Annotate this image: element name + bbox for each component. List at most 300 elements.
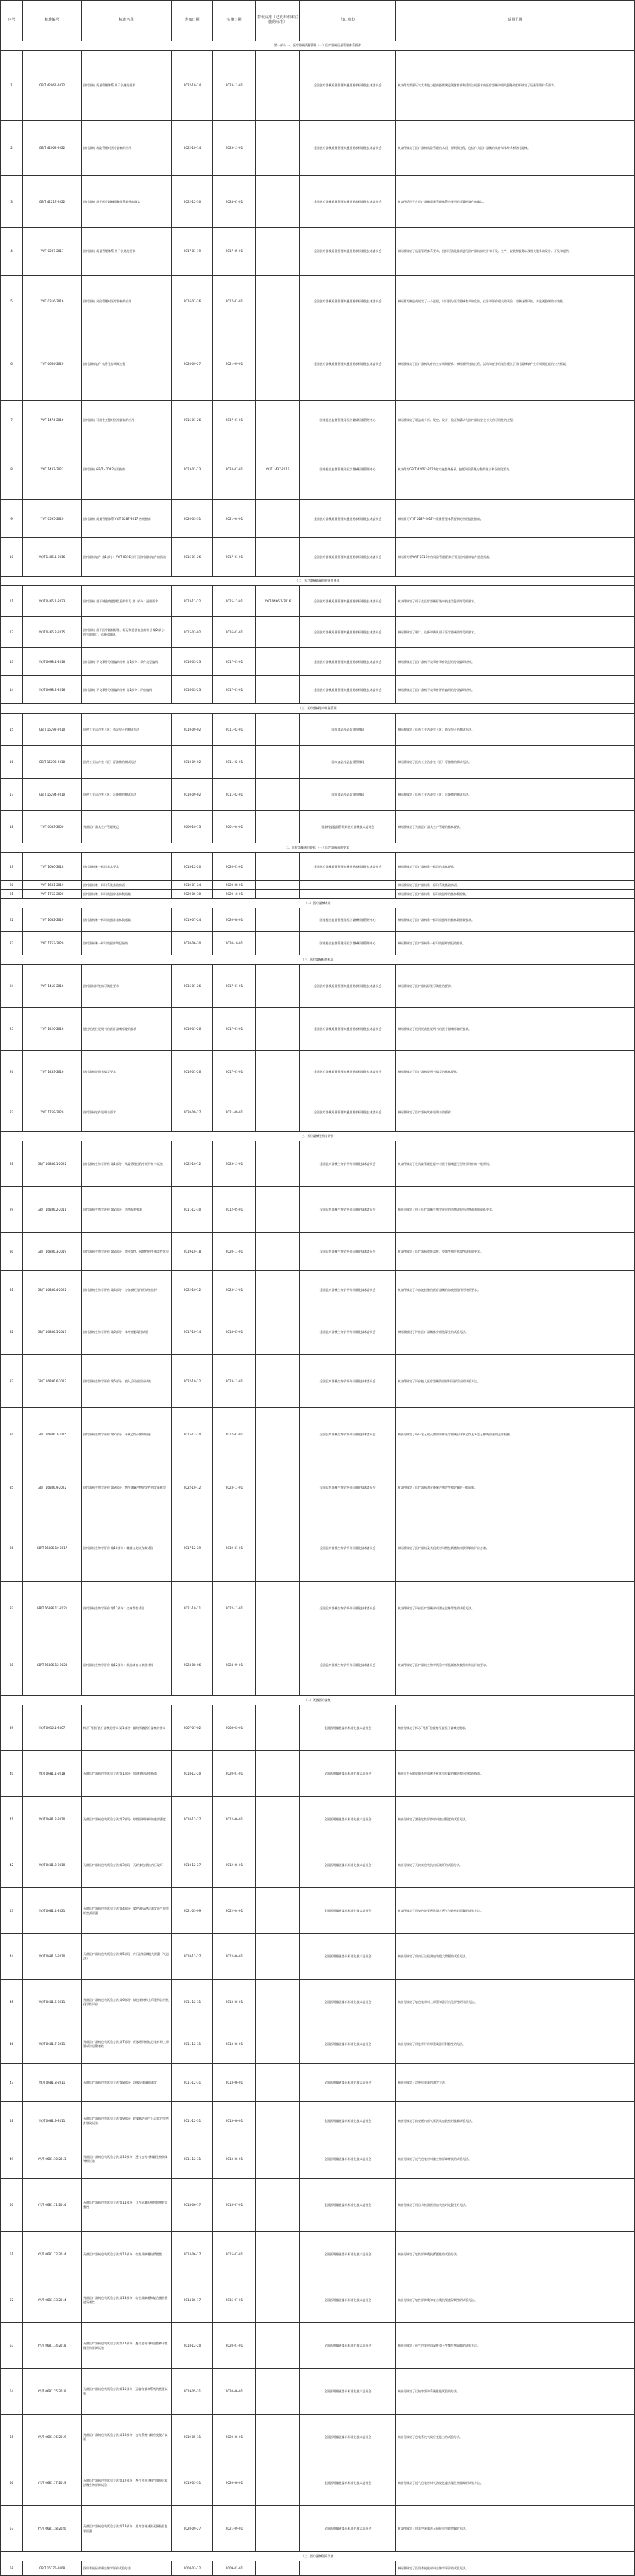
effective-date-cell: 2009-01-01	[213, 2561, 256, 2576]
owner-unit-cell: 全国医疗器械生物学评价标准化技术委员会	[300, 1271, 396, 1309]
owner-unit-cell: 全国医疗器械质量管理和通用要求标准化技术委员会	[300, 276, 396, 327]
owner-unit-cell: 全国医疗器械质量管理和通用要求标准化技术委员会	[300, 1008, 396, 1051]
standard-name-cell: 医疗器械生物学评价 第5部分：体外细胞毒性试验	[82, 1309, 172, 1355]
seq-cell: 18	[1, 811, 23, 843]
table-row	[1, 2561, 635, 2576]
effective-date-cell: 2017-01-01	[213, 1408, 256, 1461]
publish-date-cell: 2015-12-10	[172, 1408, 213, 1461]
publish-date-cell: 2020-03-31	[172, 500, 213, 538]
replaced-standard-cell	[256, 1705, 300, 1751]
effective-date-cell: 2017-01-01	[213, 965, 256, 1008]
standard-no-cell: YY/T 1682-2019	[23, 908, 82, 932]
replaced-standard-cell	[256, 746, 300, 779]
seq-cell: 1	[1, 51, 23, 121]
replaced-standard-cell	[256, 2179, 300, 2232]
seq-cell: 45	[1, 1980, 23, 2025]
effective-date-cell: 2020-08-01	[213, 881, 256, 890]
standard-name-cell: 无菌医疗器械包装试验方法 第2部分：软性屏障材料的密封强度	[82, 1797, 172, 1842]
publish-date-cell: 2015-03-02	[172, 617, 213, 648]
standard-name-cell: 通过规范性说明书的医疗器械标签的要求	[82, 1008, 172, 1051]
seq-cell: 16	[1, 746, 23, 779]
replaced-standard-cell	[256, 1271, 300, 1309]
owner-unit-cell: 全国医用输液器具标准化技术委员会	[300, 2460, 396, 2506]
standard-name-cell: 无菌医疗器械包装试验方法 第16部分：包装系统气候应变能力试验	[82, 2415, 172, 2460]
scope-cell: 本标准为将YY/T 0316中的风险管理要求应用于医疗器械软件提供指南。	[396, 538, 635, 577]
replaced-standard-cell	[256, 1797, 300, 1842]
publish-date-cell: 2010-09-02	[172, 746, 213, 779]
effective-date-cell: 2011-02-01	[213, 779, 256, 811]
seq-cell: 37	[1, 1582, 23, 1635]
scope-cell: 本部分规定了用胶带评价印墨或涂层附着性的方法。	[396, 2025, 635, 2064]
seq-cell: 58	[1, 2561, 23, 2576]
seq-cell: 10	[1, 538, 23, 577]
table-row	[1, 176, 635, 228]
standard-name-cell: 无菌医疗器械包装试验方法 第10部分：透气包装材料微生物屏障等级试验	[82, 2140, 172, 2179]
seq-cell: 34	[1, 1408, 23, 1461]
publish-date-cell: 2011-12-31	[172, 2025, 213, 2064]
table-row	[1, 1635, 635, 1696]
publish-date-cell: 2011-12-31	[172, 2064, 213, 2102]
effective-date-cell: 2021-09-01	[213, 327, 256, 401]
publish-date-cell: 2016-01-26	[172, 965, 213, 1008]
effective-date-cell: 2022-04-01	[213, 1888, 256, 1934]
scope-cell: 本文件规定了用于在医疗器械标签中表达信息的符号的要求。	[396, 586, 635, 617]
standard-no-cell: YY/T 0681.2-2010	[23, 1797, 82, 1842]
publish-date-cell: 2019-05-31	[172, 2415, 213, 2460]
standard-name-cell: 无菌医疗器械包装试验方法 第6部分：软包装材料上印墨和涂层抗化学性评价	[82, 1980, 172, 2025]
owner-unit-cell: 全国医用输液器具标准化技术委员会	[300, 1751, 396, 1797]
owner-unit-cell: 全国医用输液器具标准化技术委员会	[300, 2025, 396, 2064]
seq-cell: 25	[1, 1008, 23, 1051]
table-row	[1, 121, 635, 176]
owner-unit-cell: 全国医疗器械质量管理和通用要求标准化技术委员会	[300, 121, 396, 176]
standard-name-cell: 医疗器械 用于制造商提供信息的符号 第1部分：通用要求	[82, 586, 172, 617]
standard-no-cell: YY/T 1433-2016	[23, 1051, 82, 1093]
standard-no-cell: YY/T 0681.11-2014	[23, 2179, 82, 2232]
replaced-standard-cell	[256, 1051, 300, 1093]
scope-cell: 本部分规定了运输容器和系统性能试验的方法。	[396, 2369, 635, 2415]
effective-date-cell: 2013-06-01	[213, 2064, 256, 2102]
publish-date-cell: 2016-01-26	[172, 1051, 213, 1093]
scope-cell: 本标准规定了医药工业洁净室（区）悬浮粒子的测试方法。	[396, 714, 635, 746]
seq-cell: 26	[1, 1051, 23, 1093]
publish-date-cell: 2016-01-26	[172, 1008, 213, 1051]
owner-unit-cell: 全国医疗器械质量管理和通用要求标准化技术委员会	[300, 648, 396, 676]
replaced-standard-cell	[256, 228, 300, 276]
owner-unit-cell	[300, 881, 396, 890]
owner-unit-cell: 全国医用输液器具标准化技术委员会	[300, 2506, 396, 2552]
scope-cell: 本文件规定了与血液接触的医疗器械的血液相互作用评价要求。	[396, 1271, 635, 1309]
effective-date-cell: 2017-01-01	[213, 538, 256, 577]
replaced-standard-cell	[256, 2561, 300, 2576]
owner-unit-cell: 全国医疗器械质量管理和通用要求标准化技术委员会	[300, 1051, 396, 1093]
standard-name-cell: 医疗器械 质量管理体系 用于法规的要求	[82, 51, 172, 121]
scope-cell: 本标准规定了医疗器械软件说明书的要求。	[396, 1093, 635, 1132]
publish-date-cell: 2016-01-26	[172, 276, 213, 327]
seq-cell: 43	[1, 1888, 23, 1934]
seq-cell: 28	[1, 1141, 23, 1187]
replaced-standard-cell	[256, 1355, 300, 1408]
table-row	[1, 2179, 635, 2232]
publish-date-cell: 2018-12-20	[172, 1751, 213, 1797]
publish-date-cell: 2010-12-27	[172, 1797, 213, 1842]
scope-cell: 本文件规定了用真空衰减法无损检验包装泄漏的方法。	[396, 2506, 635, 2552]
owner-unit-cell: 全国医疗器械生物学评价标准化技术委员会	[300, 1582, 396, 1635]
standard-no-cell: YY/T 0698.1-2016	[23, 648, 82, 676]
publish-date-cell: 2019-10-18	[172, 1233, 213, 1271]
table-row	[1, 1309, 635, 1355]
effective-date-cell: 2020-01-01	[213, 1751, 256, 1797]
replaced-standard-cell	[256, 811, 300, 843]
effective-date-cell: 2020-10-01	[213, 890, 256, 899]
table-row	[1, 1751, 635, 1797]
standard-no-cell: YY/T 1418-2016	[23, 965, 82, 1008]
seq-cell: 5	[1, 276, 23, 327]
standard-no-cell: YY/T 1753-2020	[23, 932, 82, 955]
publish-date-cell: 2017-12-29	[172, 1514, 213, 1582]
publish-date-cell: 2008-03-12	[172, 2561, 213, 2576]
standard-name-cell: 医疗器械生物学评价 第4部分：与血液相互作用试验选择	[82, 1271, 172, 1309]
effective-date-cell: 2017-01-01	[213, 401, 256, 439]
standard-name-cell: 无菌医疗器械包装试验方法 第12部分：软性屏障膜抗揉搓性	[82, 2232, 172, 2277]
standard-no-cell: YY/T 0681.3-2010	[23, 1842, 82, 1888]
table-row	[1, 51, 635, 121]
replaced-standard-cell	[256, 1093, 300, 1132]
standard-name-cell: 医药工业洁净室（区）悬浮粒子的测试方法	[82, 714, 172, 746]
header-cell: 标准编号	[23, 1, 82, 41]
standard-no-cell: GB/T 42217-2022	[23, 176, 82, 228]
standard-name-cell: 无菌医疗器械包装试验方法 第17部分：透气包装材料气溶胶过滤法微生物屏障试验	[82, 2460, 172, 2506]
owner-unit-cell: 国家药品监督管理局医疗器械标准管理中心	[300, 439, 396, 500]
effective-date-cell: 2020-01-01	[213, 2323, 256, 2369]
replaced-standard-cell	[256, 890, 300, 899]
replaced-standard-cell	[256, 276, 300, 327]
standard-no-cell: YY/T 1420-2016	[23, 1008, 82, 1051]
effective-date-cell: 2021-04-01	[213, 500, 256, 538]
section-row	[1, 41, 635, 51]
header-cell: 替代标准（已发布但未实施的标准）	[256, 1, 300, 41]
standard-name-cell: 无菌医疗器械包装试验方法 第9部分：约束板内部气压法软包装密封胀破试验	[82, 2102, 172, 2140]
section-row	[1, 1132, 635, 1141]
replaced-standard-cell	[256, 1408, 300, 1461]
scope-cell: 本部分规定了透气包装材料微生物屏障等级的试验方法。	[396, 2140, 635, 2179]
scope-cell: 本文件适用于在医疗器械质量管理体系中使用的计算机软件的确认。	[396, 176, 635, 228]
section-row	[1, 899, 635, 908]
effective-date-cell: 2023-11-01	[213, 121, 256, 176]
standard-no-cell: YY/T 0681.8-2011	[23, 2064, 82, 2102]
standard-name-cell: 医疗器械 不良事件分级编码结构 第2部分：评价编码	[82, 676, 172, 704]
standard-no-cell: GB/T 16886.9-2022	[23, 1461, 82, 1514]
standard-no-cell: YY/T 0316-2016	[23, 276, 82, 327]
scope-cell: 本部分规定了标示"无菌"的最终灭菌医疗器械的要求。	[396, 1705, 635, 1751]
effective-date-cell: 2023-11-01	[213, 1141, 256, 1187]
section-row	[1, 704, 635, 714]
replaced-standard-cell	[256, 1980, 300, 2025]
owner-unit-cell: 全国医疗器械生物学评价标准化技术委员会	[300, 1408, 396, 1461]
publish-date-cell: 2007-07-02	[172, 1705, 213, 1751]
scope-cell: 本文件为GB/T 42062-2022的实施提供指导，包括风险管理过程的建立和各阶段活动。	[396, 439, 635, 500]
effective-date-cell: 2020-06-01	[213, 2460, 256, 2506]
standard-name-cell: 医疗器械生物学评价 第2部分：动物福利要求	[82, 1187, 172, 1233]
scope-cell: 本部分规定了软性屏障膜和复合膜抗慢速穿刺性的试验方法。	[396, 2277, 635, 2323]
owner-unit-cell: 全国医疗器械质量管理和通用要求标准化技术委员会	[300, 617, 396, 648]
publish-date-cell: 2017-01-19	[172, 228, 213, 276]
owner-unit-cell: 全国医用输液器具标准化技术委员会	[300, 1934, 396, 1980]
table-row	[1, 1842, 635, 1888]
seq-cell: 52	[1, 2277, 23, 2323]
replaced-standard-cell	[256, 2277, 300, 2323]
standard-no-cell: GB/T 16886.11-2021	[23, 1582, 82, 1635]
replaced-standard-cell	[256, 2140, 300, 2179]
scope-cell: 本文件规定了在风险管理过程中对医疗器械进行生物学评价的一般原则。	[396, 1141, 635, 1187]
table-row	[1, 439, 635, 500]
table-row	[1, 327, 635, 401]
replaced-standard-cell	[256, 881, 300, 890]
effective-date-cell: 2019-01-01	[213, 1514, 256, 1582]
owner-unit-cell: 全国医疗器械生物学评价标准化技术委员会	[300, 1514, 396, 1582]
seq-cell: 14	[1, 676, 23, 704]
effective-date-cell: 2022-11-01	[213, 1582, 256, 1635]
publish-date-cell: 2010-12-27	[172, 1842, 213, 1888]
scope-cell: 本标准为制造商规定了一个过程，以识别与医疗器械有关的危险，估计和评价相关的风险，控制这些风险，并监视控制的有效性。	[396, 276, 635, 327]
standard-no-cell: YY/T 0698.2-2016	[23, 676, 82, 704]
publish-date-cell: 2018-12-20	[172, 853, 213, 881]
effective-date-cell: 2012-06-01	[213, 1797, 256, 1842]
owner-unit-cell: 全国医用输液器具标准化技术委员会	[300, 1888, 396, 1934]
replaced-standard-cell	[256, 1233, 300, 1271]
standard-no-cell: GB/T 16175-2008	[23, 2561, 82, 2576]
scope-cell: 本标准规定了医药工业洁净室（区）浮游菌的测试方法。	[396, 746, 635, 779]
replaced-standard-cell	[256, 1888, 300, 1934]
scope-cell: 本标准规定了医疗器械唯一标识数据库的基本数据集。	[396, 890, 635, 899]
publish-date-cell: 2020-09-27	[172, 2506, 213, 2552]
owner-unit-cell: 全国医用输液器具标准化技术委员会	[300, 2232, 396, 2277]
table-row	[1, 1888, 635, 1934]
standard-name-cell: 标示"无菌"医疗器械的要求 第1部分：最终灭菌医疗器械的要求	[82, 1705, 172, 1751]
seq-cell: 38	[1, 1635, 23, 1696]
publish-date-cell: 2016-03-23	[172, 676, 213, 704]
replaced-standard-cell	[256, 2506, 300, 2552]
owner-unit-cell: 全国医疗器械生物学评价标准化技术委员会	[300, 1233, 396, 1271]
seq-cell: 13	[1, 648, 23, 676]
scope-cell: 本部分规定了约束板内部气压法软包装密封胀破试验方法。	[396, 2102, 635, 2140]
standard-no-cell: YY/T 0681.1-2018	[23, 1751, 82, 1797]
scope-cell: 本部分规定了用目力检测医用包装密封完整性的方法。	[396, 2179, 635, 2232]
owner-unit-cell: 国家药品监督管理局医疗器械技术委员会	[300, 811, 396, 843]
publish-date-cell: 2016-03-23	[172, 648, 213, 676]
publish-date-cell: 2017-10-14	[172, 1309, 213, 1355]
owner-unit-cell: 国家药品监督管理局医疗器械标准管理中心	[300, 932, 396, 955]
standard-name-cell: 医疗器械 风险管理对医疗器械的应用	[82, 276, 172, 327]
standard-name-cell: 医疗器械唯一标识数据库填报指南	[82, 932, 172, 955]
standard-name-cell: 无菌医疗器械包装试验方法 第11部分：目力检测医用包装密封完整性	[82, 2179, 172, 2232]
standard-name-cell: 医疗器械生物学评价 第10部分：刺激与皮肤致敏试验	[82, 1514, 172, 1582]
seq-cell: 30	[1, 1233, 23, 1271]
standard-no-cell: YY/T 1437-2023	[23, 439, 82, 500]
effective-date-cell: 2020-08-01	[213, 908, 256, 932]
standard-no-cell: GB/T 16294-2010	[23, 779, 82, 811]
seq-cell: 48	[1, 2102, 23, 2140]
standard-name-cell: 医疗器械 GB/T 42062应用指南	[82, 439, 172, 500]
seq-cell: 36	[1, 1514, 23, 1582]
scope-cell: 本部分规定了软性屏障膜抗揉搓性的试验方法。	[396, 2232, 635, 2277]
table-row	[1, 890, 635, 899]
table-row	[1, 2140, 635, 2179]
table-row	[1, 746, 635, 779]
publish-date-cell: 2014-06-17	[172, 2232, 213, 2277]
standard-name-cell: 无菌医疗器械包装试验方法 第3部分：无约束包装抗内压破坏	[82, 1842, 172, 1888]
table-row	[1, 1093, 635, 1132]
seq-cell: 27	[1, 1093, 23, 1132]
scope-cell: 本部分规定了无约束包装抗内压破坏的试验方法。	[396, 1842, 635, 1888]
standard-no-cell: YY/T 1681-2019	[23, 881, 82, 890]
scope-cell: 本标准规定了医疗器械软件的生存周期要求。本标准所述的过程、活动和任务的集合建立了医疗器械软件生存周期过程的公共框架。	[396, 327, 635, 401]
standard-name-cell: 无菌医疗器械包装试验方法 第4部分：染色液穿透法测定透气包装的密封泄漏	[82, 1888, 172, 1934]
publish-date-cell: 2020-06-30	[172, 932, 213, 955]
replaced-standard-cell	[256, 1635, 300, 1696]
table-row	[1, 617, 635, 648]
replaced-standard-cell	[256, 51, 300, 121]
section-row	[1, 577, 635, 586]
scope-cell: 本标准规定了医疗器械说明书编写的基本要求。	[396, 1051, 635, 1093]
table-row	[1, 2506, 635, 2552]
effective-date-cell: 2024-07-01	[213, 439, 256, 500]
standard-name-cell: 医疗器械 用于医疗器械标签、标记和提供信息的符号 第2部分：符号的制订、选择和确认	[82, 617, 172, 648]
standard-name-cell: 医疗器械生物学评价 第11部分：全身毒性试验	[82, 1582, 172, 1635]
owner-unit-cell: 国家药品监督管理局医疗器械标准管理中心	[300, 401, 396, 439]
publish-date-cell: 2010-12-27	[172, 1934, 213, 1980]
table-row	[1, 401, 635, 439]
standard-no-cell: YY/T 0681.5-2010	[23, 1934, 82, 1980]
seq-cell: 6	[1, 327, 23, 401]
scope-cell: 本部分规定了透气包装材料气溶胶过滤法微生物屏障的试验方法。	[396, 2460, 635, 2506]
seq-cell: 8	[1, 439, 23, 500]
replaced-standard-cell: YY/T 1437-2016	[256, 439, 300, 500]
table-row	[1, 586, 635, 617]
table-row	[1, 932, 635, 955]
replaced-standard-cell	[256, 1842, 300, 1888]
owner-unit-cell: 全国医疗器械质量管理和通用要求标准化技术委员会	[300, 1093, 396, 1132]
replaced-standard-cell	[256, 1751, 300, 1797]
publish-date-cell: 2016-01-26	[172, 538, 213, 577]
standard-no-cell: YY/T 0664-2020	[23, 327, 82, 401]
seq-cell: 54	[1, 2369, 23, 2415]
standard-name-cell: 医疗器械唯一标识数据库基本数据集	[82, 890, 172, 899]
owner-unit-cell: 全国医疗器械生物学评价标准化技术委员会	[300, 1635, 396, 1696]
publish-date-cell: 2023-01-13	[172, 439, 213, 500]
table-row	[1, 811, 635, 843]
standard-name-cell: 医疗器械生物学评价 第1部分：风险管理过程中的评价与试验	[82, 1141, 172, 1187]
replaced-standard-cell	[256, 2323, 300, 2369]
owner-unit-cell: 全国医用输液器具标准化技术委员会	[300, 1842, 396, 1888]
effective-date-cell: 2017-01-01	[213, 648, 256, 676]
owner-unit-cell: 全国医用输液器具标准化技术委员会	[300, 1705, 396, 1751]
seq-cell: 9	[1, 500, 23, 538]
publish-date-cell: 2019-07-24	[172, 881, 213, 890]
scope-cell: 本部分规定了软包装材料上印墨和涂层抗化学性的评价方法。	[396, 1980, 635, 2025]
scope-cell: 本文件规定了医疗器械生物学试验中样品制备和参照材料选择的要求。	[396, 1635, 635, 1696]
replaced-standard-cell	[256, 617, 300, 648]
effective-date-cell: 2013-06-01	[213, 1980, 256, 2025]
table-row	[1, 1980, 635, 2025]
scope-cell: 本标准界定了医疗器械唯一标识系统基础术语。	[396, 881, 635, 890]
standard-no-cell: GB/T 16292-2010	[23, 714, 82, 746]
effective-date-cell: 2020-01-01	[213, 853, 256, 881]
publish-date-cell: 2023-08-06	[172, 1635, 213, 1696]
owner-unit-cell: 全国医疗器械质量管理和通用要求标准化技术委员会	[300, 965, 396, 1008]
effective-date-cell: 2020-11-01	[213, 1233, 256, 1271]
scope-cell: 本部分规定了经环氧乙烷灭菌的单件医疗器械上环氧乙烷及2-氯乙醇残留量的允许限量。	[396, 1408, 635, 1461]
scope-cell: 本标准为YY/T 0287-2017中质量管理体系要求的应用提供指南。	[396, 500, 635, 538]
table-body	[1, 1, 635, 2576]
owner-unit-cell	[300, 890, 396, 899]
effective-date-cell: 2012-06-01	[213, 1934, 256, 1980]
standard-no-cell: GB/T 16886.12-2023	[23, 1635, 82, 1696]
table-row	[1, 1141, 635, 1187]
scope-cell: 本标准规定了无菌医疗器具生产管理的基本要求。	[396, 811, 635, 843]
scope-cell: 本部分规定了用于医疗器械生物学评价的动物试验中动物福利的最低要求。	[396, 1187, 635, 1233]
owner-unit-cell: 全国医用输液器具标准化技术委员会	[300, 2323, 396, 2369]
scope-cell: 本部分规定了透气包装材料湿性和干性微生物屏障的试验方法。	[396, 2323, 635, 2369]
owner-unit-cell: 全国医疗器械生物学评价标准化技术委员会	[300, 1141, 396, 1187]
standard-name-cell: 医疗器械 质量管理体系 YY/T 0287-2017 应用指南	[82, 500, 172, 538]
replaced-standard-cell	[256, 1934, 300, 1980]
standard-no-cell: YY/T 0681.13-2014	[23, 2277, 82, 2323]
seq-cell: 4	[1, 228, 23, 276]
section-row	[1, 2552, 635, 2561]
effective-date-cell: 2020-06-01	[213, 2369, 256, 2415]
owner-unit-cell: 全国医用输液器具标准化技术委员会	[300, 2064, 396, 2102]
standard-no-cell: GB/T 42062-2022	[23, 121, 82, 176]
section-title: （二）医疗器械术语	[1, 899, 635, 908]
table-row	[1, 1514, 635, 1582]
table-row	[1, 714, 635, 746]
owner-unit-cell: 全国医疗器械质量管理和通用要求标准化技术委员会	[300, 51, 396, 121]
publish-date-cell: 2022-10-14	[172, 121, 213, 176]
replaced-standard-cell	[256, 1309, 300, 1355]
seq-cell: 41	[1, 1797, 23, 1842]
table-row	[1, 538, 635, 577]
standard-no-cell: YY/T 1406.1-2016	[23, 538, 82, 577]
seq-cell: 23	[1, 932, 23, 955]
header-cell: 归口单位	[300, 1, 396, 41]
table-row	[1, 1408, 635, 1461]
owner-unit-cell: 全国医用输液器具标准化技术委员会	[300, 2369, 396, 2415]
scope-cell: 本文件规定了医疗器械风险管理的术语、原则和过程，包括作为医疗器械的软件和体外诊断医疗器械。	[396, 121, 635, 176]
scope-cell: 本标准规定了医用有机硅材料生物学评价的试验方法。	[396, 2561, 635, 2576]
section-row	[1, 1696, 635, 1705]
owner-unit-cell: 全国医疗器械生物学评价标准化技术委员会	[300, 1187, 396, 1233]
table-row	[1, 1271, 635, 1309]
table-row	[1, 2415, 635, 2460]
owner-unit-cell: 国家食品药品监督管理局	[300, 746, 396, 779]
standard-name-cell: 无菌医疗器械包装试验方法 第18部分：用真空衰减法无损检验包装泄漏	[82, 2506, 172, 2552]
replaced-standard-cell	[256, 538, 300, 577]
standard-no-cell: GB/T 16886.1-2022	[23, 1141, 82, 1187]
effective-date-cell: 2012-05-01	[213, 1187, 256, 1233]
owner-unit-cell: 全国医用输液器具标准化技术委员会	[300, 1797, 396, 1842]
owner-unit-cell: 全国医疗器械质量管理和通用要求标准化技术委员会	[300, 586, 396, 617]
owner-unit-cell: 全国医用输液器具标准化技术委员会	[300, 1980, 396, 2025]
replaced-standard-cell	[256, 2232, 300, 2277]
table-row	[1, 228, 635, 276]
seq-cell: 49	[1, 2140, 23, 2179]
effective-date-cell: 2023-11-01	[213, 51, 256, 121]
seq-cell: 11	[1, 586, 23, 617]
table-row	[1, 1582, 635, 1635]
standard-no-cell: GB/T 16886.4-2022	[23, 1271, 82, 1309]
seq-cell: 7	[1, 401, 23, 439]
